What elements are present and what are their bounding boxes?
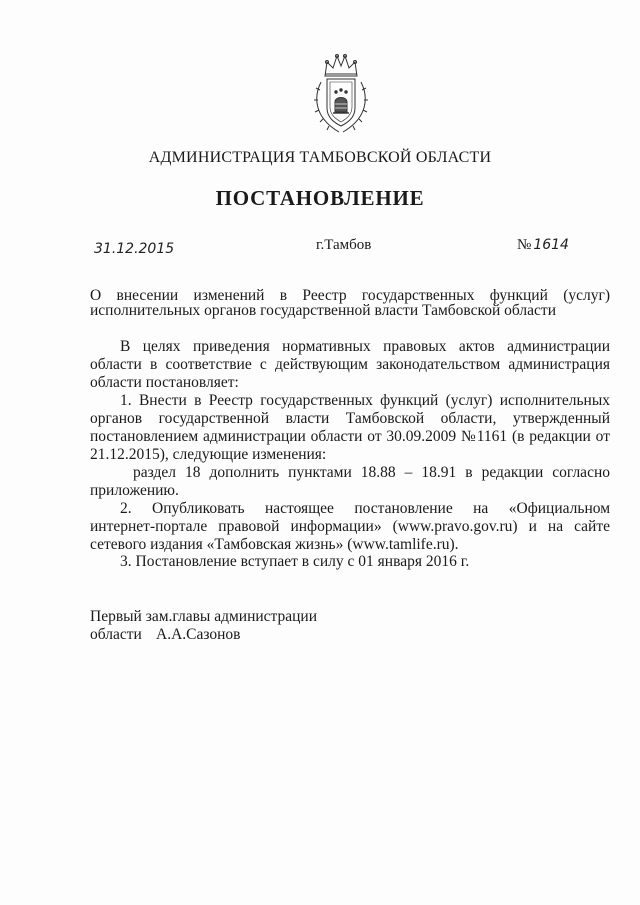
item2-line-2: интернет-портале правовой информации» (www.pravo.gov.ru) и на сайте	[90, 518, 610, 535]
item1-line-3: постановлением администрации области от 30.09.2009 №1161 (в редакции от	[90, 428, 610, 445]
signature-title-line-1: Первый зам.главы администрации	[90, 608, 318, 625]
preamble-line-3: области постановляет:	[90, 374, 239, 391]
item2-line-3: сетевого издания «Тамбовская жизнь» (www.tamlife.ru).	[90, 536, 459, 553]
item1-line-4: 21.12.2015), следующие изменения:	[90, 446, 327, 463]
subject-line-1: О внесении изменений в Реестр государственных функций (услуг)	[90, 287, 610, 304]
item1-line-2: органов государственной власти Тамбовской области, утвержденный	[90, 410, 610, 427]
signature-name: А.А.Сазонов	[156, 626, 241, 643]
organization-name: АДМИНИСТРАЦИЯ ТАМБОВСКОЙ ОБЛАСТИ	[148, 149, 492, 166]
number-value: 1614	[533, 237, 569, 253]
number-prefix: №	[517, 237, 532, 253]
signature-title-line-2: области	[90, 626, 142, 643]
subject-line-2: исполнительных органов государственной власти Тамбовской области	[90, 302, 556, 319]
item2-line-1: 2. Опубликовать настоящее постановление на «Официальном	[120, 500, 610, 517]
item3-line: 3. Постановление вступает в силу с 01 января 2016 г.	[120, 553, 470, 570]
document-date: 31.12.2015	[94, 241, 175, 257]
preamble-line-2: области в соответствие с действующим законодательством администрация	[90, 356, 610, 373]
preamble-line-1: В целях приведения нормативных правовых актов администрации	[120, 338, 610, 355]
document-number	[517, 237, 569, 254]
item1-sub-line-1: раздел 18 дополнить пунктами 18.88 – 18.91 в редакции согласно	[133, 464, 610, 481]
item1-sub-line-2: приложению.	[90, 482, 179, 499]
document-city: г.Тамбов	[316, 237, 372, 253]
document-type-title: ПОСТАНОВЛЕНИЕ	[215, 186, 425, 210]
tambov-coat-of-arms-icon	[311, 52, 371, 136]
item1-line-1: 1. Внести в Реестр государственных функций (услуг) исполнительных	[120, 392, 610, 409]
